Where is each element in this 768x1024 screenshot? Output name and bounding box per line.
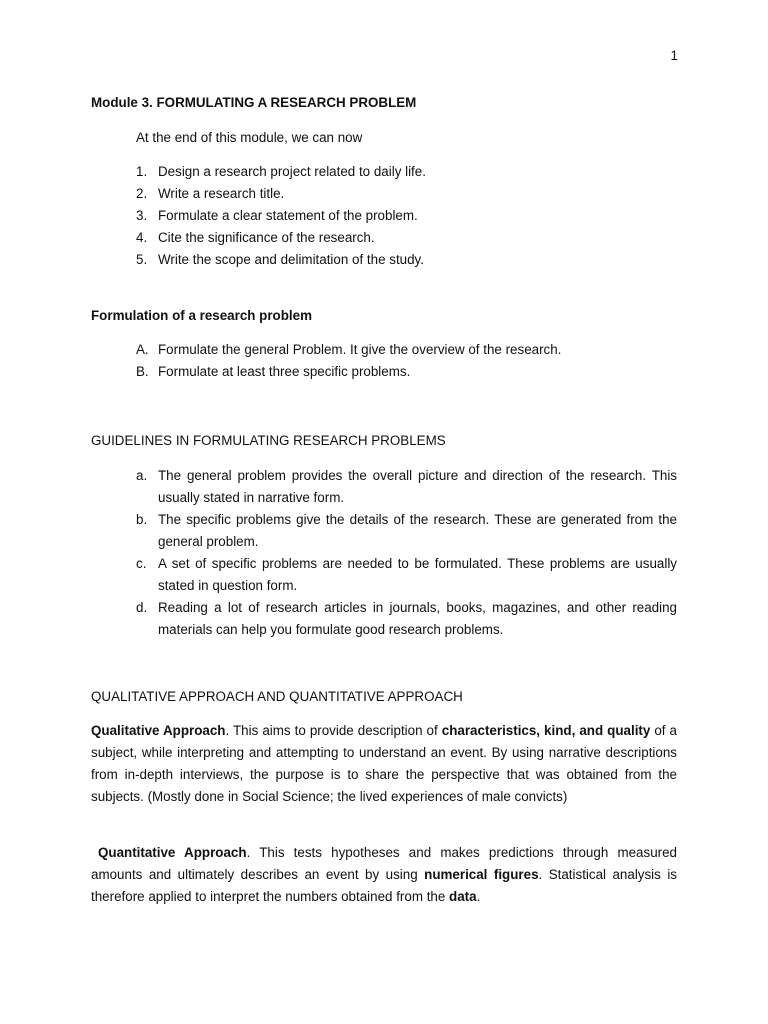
list-item-number: 2. xyxy=(136,186,148,201)
list-item-text: Cite the significance of the research. xyxy=(158,230,375,245)
list-item-marker: d. xyxy=(136,600,148,615)
list-item-text: Formulate the general Problem. It give the overview of the research. xyxy=(158,342,562,357)
quantitative-text-2: . Statistical analysis is therefore applied to interpret the numbers obtained from the xyxy=(91,867,677,904)
qualitative-term: Qualitative Approach xyxy=(91,723,226,738)
page-number: 1 xyxy=(670,48,678,63)
list-item-text: The specific problems give the details of the research. These are generated from the general problem. xyxy=(158,512,677,549)
qualitative-text-1: . This aims to provide description of xyxy=(225,723,442,738)
quantitative-text-3: . xyxy=(476,889,481,904)
formulation-heading: Formulation of a research problem xyxy=(91,308,312,323)
list-item xyxy=(136,597,677,641)
qualitative-paragraph xyxy=(91,720,677,808)
list-item-text: A set of specific problems are needed to be formulated. These problems are usually stated in question form. xyxy=(158,556,677,593)
list-item-text: Formulate a clear statement of the problem. xyxy=(158,208,418,223)
quantitative-text-1: . This tests hypotheses and makes predictions through measured amounts and ultimately describes an event by using xyxy=(91,845,677,882)
list-item xyxy=(136,161,696,183)
list-item-marker: b. xyxy=(136,512,148,527)
module-title: Module 3. FORMULATING A RESEARCH PROBLEM xyxy=(91,95,417,110)
list-item-text: Write a research title. xyxy=(158,186,285,201)
list-item-marker: a. xyxy=(136,468,148,483)
list-item-text: Formulate at least three specific problems. xyxy=(158,364,411,379)
list-item xyxy=(136,361,677,383)
list-item-number: 3. xyxy=(136,208,148,223)
objectives-intro: At the end of this module, we can now xyxy=(136,130,363,145)
list-item xyxy=(136,183,696,205)
approaches-heading: QUALITATIVE APPROACH AND QUANTITATIVE APPROACH xyxy=(91,689,463,704)
list-item xyxy=(136,249,696,271)
list-item-text: The general problem provides the overall picture and direction of the research. This usually stated in narrative form. xyxy=(158,468,677,505)
quantitative-term: Quantitative Approach xyxy=(98,845,247,860)
list-item-number: 4. xyxy=(136,230,148,245)
list-item xyxy=(136,553,677,597)
list-item xyxy=(136,227,696,249)
guidelines-heading: GUIDELINES IN FORMULATING RESEARCH PROBLEMS xyxy=(91,433,446,448)
qualitative-text-2: of a subject, while interpreting and attempting to understand an event. By using narrative descriptions from in-depth interviews, the purpose is to share the perspective that was obtained from the subjects. (Mostly done in Social Science; the lived experiences of male convicts) xyxy=(91,723,677,804)
list-item xyxy=(136,205,696,227)
list-item xyxy=(136,339,677,361)
list-item-text: Write the scope and delimitation of the study. xyxy=(158,252,424,267)
list-item xyxy=(136,509,677,553)
formulation-list xyxy=(136,339,677,383)
qualitative-emphasis: characteristics, kind, and quality xyxy=(441,723,651,738)
quantitative-emphasis-2: data xyxy=(449,889,477,904)
list-item-text: Design a research project related to daily life. xyxy=(158,164,426,179)
list-item-marker: B. xyxy=(136,364,149,379)
list-item-marker: c. xyxy=(136,556,147,571)
list-item-text: Reading a lot of research articles in journals, books, magazines, and other reading materials can help you formulate good research problems. xyxy=(158,600,677,637)
objectives-list xyxy=(136,161,696,271)
list-item-marker: A. xyxy=(136,342,149,357)
list-item xyxy=(136,465,677,509)
quantitative-emphasis-1: numerical figures xyxy=(424,867,539,882)
guidelines-list xyxy=(136,465,677,641)
list-item-number: 1. xyxy=(136,164,148,179)
list-item-number: 5. xyxy=(136,252,148,267)
quantitative-paragraph xyxy=(91,842,677,908)
